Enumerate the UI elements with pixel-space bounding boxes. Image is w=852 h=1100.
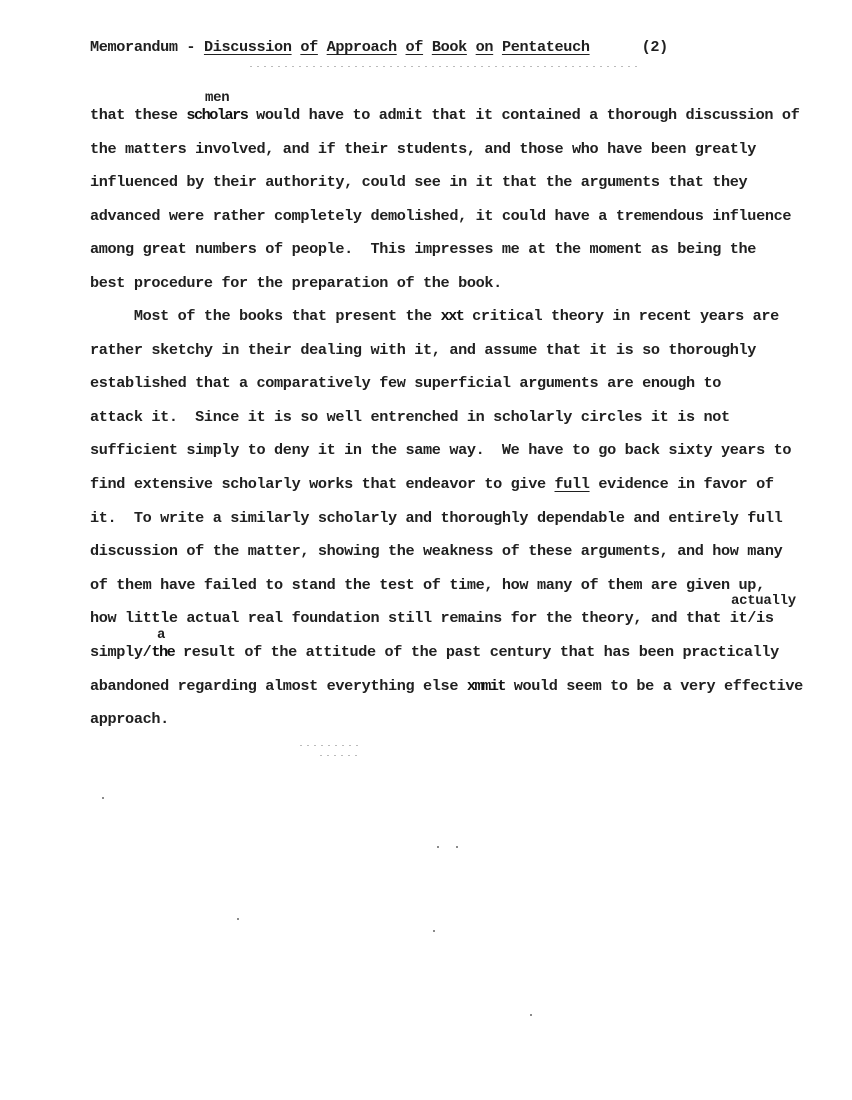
text-line xyxy=(90,677,803,695)
scan-noise xyxy=(250,66,640,67)
scan-speck xyxy=(530,1014,532,1016)
header-word: Pentateuch xyxy=(501,38,590,56)
scan-noise xyxy=(300,745,360,746)
page-header xyxy=(90,38,668,56)
text-line: advanced were rather completely demolished, it could have a tremendous influence xyxy=(90,207,792,225)
handwritten-insert-a: a xyxy=(157,627,166,643)
text-line: approach. xyxy=(90,710,169,728)
text-line: sufficient simply to deny it in the same way. We have to go back sixty years to xyxy=(90,441,792,459)
text-line: rather sketchy in their dealing with it, and assume that it is so thoroughly xyxy=(90,341,757,359)
text-span: find extensive scholarly works that endeavor to give xyxy=(90,475,555,493)
scan-speck xyxy=(102,797,104,799)
text-line: how little actual real foundation still remains for the theory, and that it/is xyxy=(90,609,774,627)
handwritten-insert-actually: actually xyxy=(731,593,796,609)
struck-out-word: xmmit xyxy=(466,677,505,695)
text-line xyxy=(90,106,799,124)
text-span: evidence in favor of xyxy=(589,475,774,493)
scan-speck xyxy=(456,846,458,848)
struck-out-word: the xyxy=(151,643,175,661)
scan-noise xyxy=(320,755,360,756)
text-span: would have to admit that it contained a thorough discussion of xyxy=(247,106,800,124)
text-line: influenced by their authority, could see in it that the arguments that they xyxy=(90,173,748,191)
header-word: on xyxy=(475,38,494,56)
scan-speck xyxy=(433,930,435,932)
text-span: critical theory in recent years are xyxy=(463,307,779,325)
text-line: established that a comparatively few superficial arguments are enough to xyxy=(90,374,722,392)
text-line: discussion of the matter, showing the weakness of these arguments, and how many xyxy=(90,542,783,560)
text-span: result of the attitude of the past century that has been practically xyxy=(174,643,779,661)
struck-out-word: scholars xyxy=(186,106,248,124)
header-word: of xyxy=(300,38,318,56)
text-span: that these xyxy=(90,106,187,124)
struck-out-word: xxt xyxy=(440,307,464,325)
scan-speck xyxy=(237,918,239,920)
text-span: simply/ xyxy=(90,643,152,661)
text-line: attack it. Since it is so well entrenched in scholarly circles it is not xyxy=(90,408,730,426)
text-line: of them have failed to stand the test of time, how many of them are given up, xyxy=(90,576,765,594)
header-prefix: Memorandum - xyxy=(90,38,204,56)
header-word: of xyxy=(405,38,424,56)
text-line xyxy=(90,307,779,325)
underlined-word: full xyxy=(554,475,590,493)
scan-speck xyxy=(437,846,439,848)
text-line: among great numbers of people. This impresses me at the moment as being the xyxy=(90,240,757,258)
page-number: (2) xyxy=(641,38,668,56)
text-line xyxy=(90,643,779,661)
header-word: Discussion xyxy=(203,38,292,56)
text-line: best procedure for the preparation of the book. xyxy=(90,274,502,292)
text-span: abandoned regarding almost everything else xyxy=(90,677,467,695)
text-line: it. To write a similarly scholarly and thoroughly dependable and entirely full xyxy=(90,509,783,527)
text-line xyxy=(90,475,774,493)
header-word: Approach xyxy=(326,38,397,56)
text-span: would seem to be a very effective xyxy=(504,677,803,695)
handwritten-insert-men: men xyxy=(205,90,230,106)
text-line: the matters involved, and if their students, and those who have been greatly xyxy=(90,140,757,158)
header-word: Book xyxy=(431,38,467,56)
text-span: Most of the books that present the xyxy=(90,307,441,325)
